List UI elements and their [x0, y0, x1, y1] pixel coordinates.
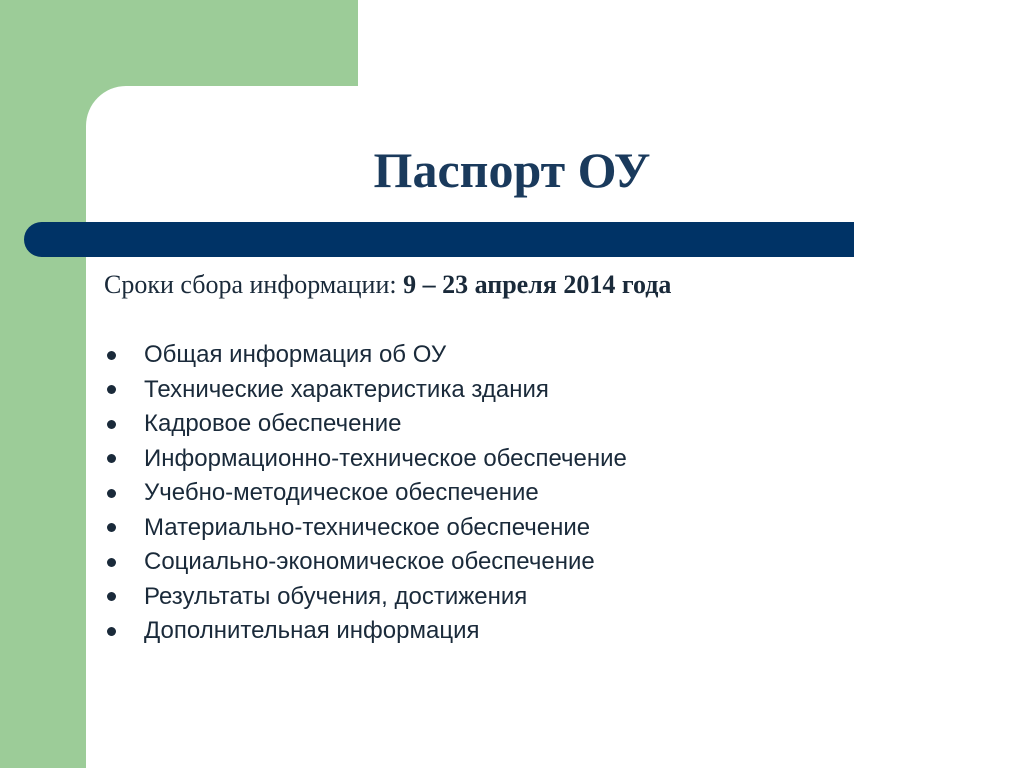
section-list	[104, 338, 627, 649]
bullet-icon	[107, 489, 116, 498]
list-item-label: Учебно-методическое обеспечение	[144, 479, 539, 507]
bullet-icon	[107, 454, 116, 463]
list-item-label: Результаты обучения, достижения	[144, 582, 528, 610]
list-item-label: Общая информация об ОУ	[144, 341, 447, 369]
bullet-icon	[107, 523, 116, 532]
list-item-label: Технические характеристика здания	[144, 375, 549, 403]
dates-label: Сроки сбора информации:	[104, 270, 404, 299]
bullet-icon	[107, 351, 116, 360]
list-item	[104, 614, 627, 649]
list-item	[104, 545, 627, 580]
dates-value: 9 – 23 апреля 2014 года	[403, 270, 672, 299]
bullet-icon	[107, 627, 116, 636]
list-item-label: Дополнительная информация	[144, 617, 480, 645]
list-item	[104, 511, 627, 546]
list-item-label: Социально-экономическое обеспечение	[144, 548, 595, 576]
list-item-label: Кадровое обеспечение	[144, 410, 402, 438]
list-item	[104, 373, 627, 408]
list-item	[104, 476, 627, 511]
bullet-icon	[107, 420, 116, 429]
bullet-icon	[107, 592, 116, 601]
list-item	[104, 580, 627, 615]
title-divider-bar	[24, 222, 854, 257]
list-item	[104, 407, 627, 442]
list-item-label: Материально-техническое обеспечение	[144, 513, 591, 541]
list-item-label: Информационно-техническое обеспечение	[144, 444, 627, 472]
list-item	[104, 442, 627, 477]
collection-dates	[104, 265, 671, 305]
bullet-icon	[107, 385, 116, 394]
slide-title: Паспорт ОУ	[373, 142, 651, 198]
bullet-icon	[107, 558, 116, 567]
list-item	[104, 338, 627, 373]
